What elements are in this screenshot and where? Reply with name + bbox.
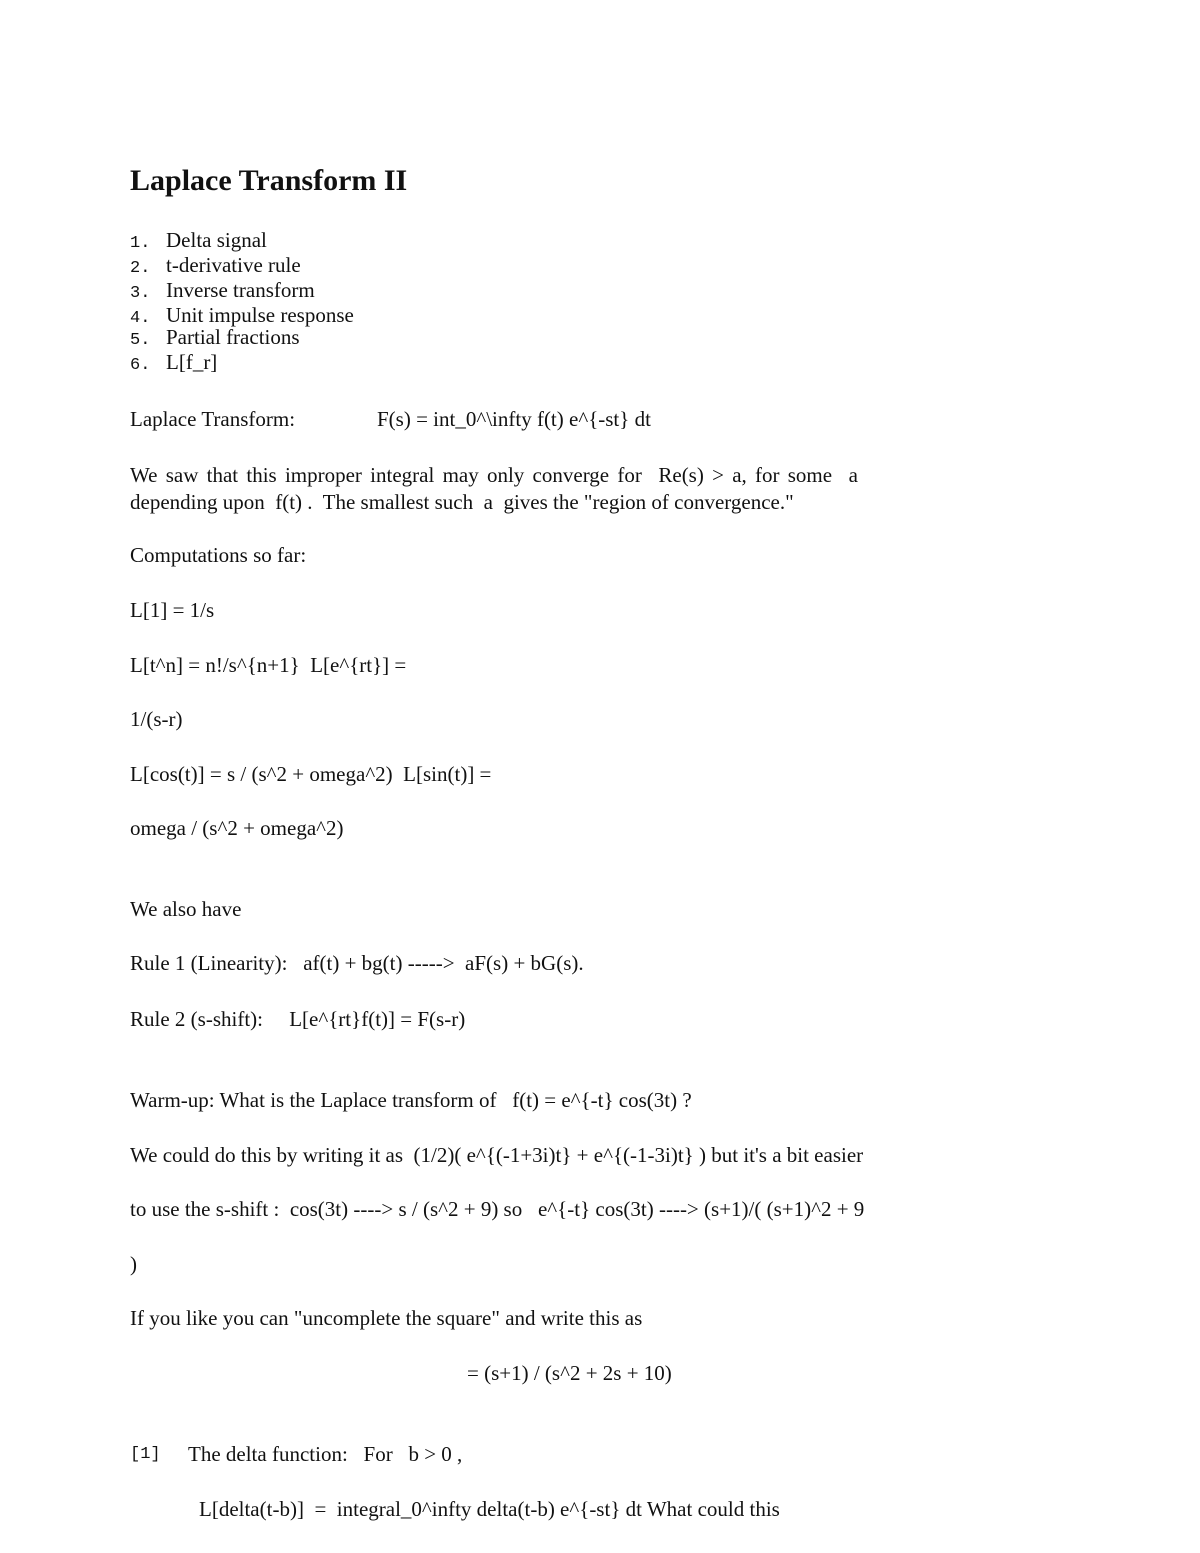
computation-line: L[cos(t)] = s / (s^2 + omega^2) L[sin(t)] = [130,762,492,786]
definition-formula: F(s) = int_0^\infty f(t) e^{-st} dt [377,407,651,431]
list-number: 5. [130,331,151,350]
section-number: [1] [130,1445,161,1464]
outline-list [130,228,354,375]
list-item [130,228,354,253]
list-item [130,325,354,350]
list-item [130,350,354,375]
section-heading: The delta function: For b > 0 , [188,1442,463,1466]
uncomplete-text: If you like you can "uncomplete the square" and write this as [130,1306,643,1330]
list-text: t-derivative rule [166,253,301,277]
list-item [130,303,354,328]
convergence-line-2: depending upon f(t) . The smallest such a gives the "region of convergence." [130,490,794,514]
warmup-result: = (s+1) / (s^2 + 2s + 10) [467,1361,672,1385]
list-number: 3. [130,284,151,303]
computation-line: L[1] = 1/s [130,598,215,622]
computation-line: L[t^n] = n!/s^{n+1} L[e^{rt}] = [130,653,407,677]
list-text: Partial fractions [166,325,300,349]
rule-s-shift: Rule 2 (s-shift): L[e^{rt}f(t)] = F(s-r) [130,1007,466,1031]
list-text: L[f_r] [166,350,218,374]
also-have-text: We also have [130,897,242,921]
computation-line: omega / (s^2 + omega^2) [130,816,344,840]
warmup-line-2: to use the s-shift : cos(3t) ----> s / (s^2 + 9) so e^{-t} cos(3t) ----> (s+1)/( (s+1)^2 + 9 [130,1197,865,1221]
list-number: 2. [130,259,151,278]
definition-label: Laplace Transform: [130,407,296,431]
list-number: 6. [130,356,151,375]
convergence-line-1: We saw that this improper integral may only converge for Re(s) > a, for some a [130,463,858,487]
list-item [130,253,354,278]
list-text: Delta signal [166,228,267,252]
warmup-line-1: We could do this by writing it as (1/2)( e^{(-1+3i)t} + e^{(-1-3i)t} ) but it's a bit easier [130,1143,864,1167]
list-text: Unit impulse response [166,303,354,327]
list-number: 1. [130,234,151,253]
list-item [130,278,354,303]
warmup-line-3: ) [130,1252,137,1276]
page-title: Laplace Transform II [130,164,408,197]
computation-line: 1/(s-r) [130,707,183,731]
rule-linearity: Rule 1 (Linearity): af(t) + bg(t) -----> aF(s) + bG(s). [130,951,584,975]
warmup-question: Warm-up: What is the Laplace transform of f(t) = e^{-t} cos(3t) ? [130,1088,692,1112]
computations-heading: Computations so far: [130,543,307,567]
list-number: 4. [130,309,151,328]
list-text: Inverse transform [166,278,315,302]
delta-formula: L[delta(t-b)] = integral_0^infty delta(t-b) e^{-st} dt What could this [199,1497,780,1521]
